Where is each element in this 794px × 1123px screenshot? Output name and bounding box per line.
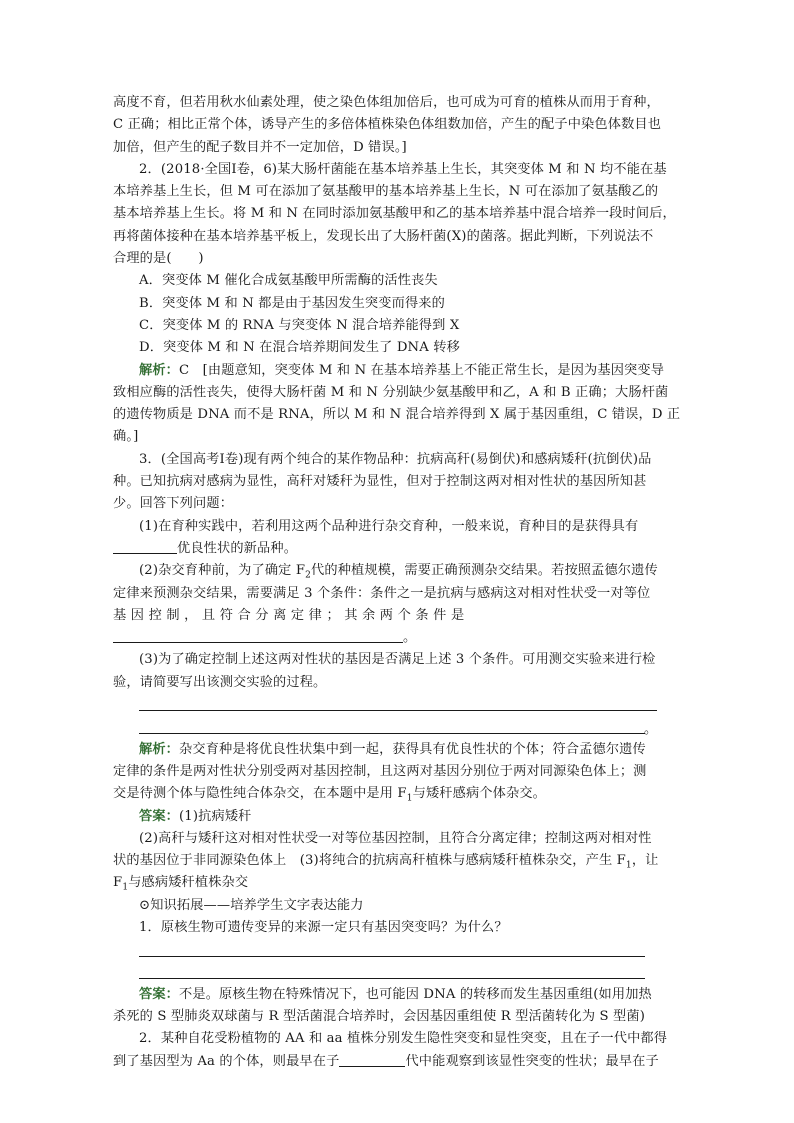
question-2-analysis: 的遗传物质是 DNA 而不是 RNA，所以 M 和 N 混合培养得到 X 属于基因重组，C 错误，D 正	[113, 407, 681, 423]
answer-label: 答案：	[139, 986, 180, 1002]
option-b: B．突变体 M 和 N 都是由于基因发生突变而得来的	[139, 295, 445, 311]
analysis-label: 解析：	[139, 741, 180, 757]
text-line: C 正确；相比正常个体，诱导产生的多倍体植株染色体组数加倍，产生的配子中染色体数目也	[113, 117, 662, 133]
extension-answer-1: 答案：不是。原核生物在特殊情况下，也可能因 DNA 的转移而发生基因重组(如用加热	[139, 986, 652, 1002]
question-3-part-3: (3)为了确定控制上述这两对性状的基因是否满足上述 3 个条件。可用测交实验来进行检	[139, 652, 656, 668]
option-c: C．突变体 M 的 RNA 与突变体 N 混合培养能得到 X	[139, 317, 460, 333]
question-2-stem: 基本培养基上生长。将 M 和 N 在同时添加氨基酸甲和乙的基本培养基中混合培养一段时间后，	[113, 206, 676, 222]
question-3-analysis: 定律的条件是两对性状分别受两对基因控制，且这两对基因分别位于两对同源染色体上；测	[113, 763, 647, 779]
question-2-stem: 合理的是( )	[113, 251, 204, 267]
question-3-part-1: (1)在育种实践中，若利用这两个品种进行杂交育种，一般来说，育种目的是获得具有	[139, 518, 639, 534]
question-3-answer: (2)高秆与矮秆这对相对性状受一对等位基因控制，且符合分离定律；控制这两对相对性	[139, 830, 652, 846]
question-2-analysis: 致相应酶的活性丧失，使得大肠杆菌 M 和 N 分别缺少氨基酸甲和乙，A 和 B 正确；大肠杆菌	[113, 384, 669, 400]
question-3-analysis: 解析：杂交育种是将优良性状集中到一起，获得具有优良性状的个体；符合孟德尔遗传	[139, 741, 646, 757]
question-2-stem: 本培养基上生长，但 M 可在添加了氨基酸甲的基本培养基上生长，N 可在添加了氨基酸乙的	[113, 184, 659, 200]
question-2-analysis: 解析：C [由题意知，突变体 M 和 N 在基本培养基上不能正常生长，是因为基因突变导	[139, 362, 665, 378]
extension-question-2: 到了基因型为 Aa 的个体，则最早在子 代中能观察到该显性突变的性状；最早在子	[113, 1053, 659, 1069]
text-line: 高度不育，但若用秋水仙素处理，使之染色体组加倍后，也可成为可育的植株从而用于育种，	[113, 95, 660, 110]
question-2-analysis: 确。]	[113, 429, 139, 445]
answer-blank[interactable]	[113, 539, 177, 554]
extension-answer-1: 杀死的 S 型肺炎双球菌与 R 型活菌混合培养时，会因基因重组使 R 型活菌转化为 S 型菌)	[113, 1009, 646, 1025]
answer-label: 答案：	[139, 808, 180, 824]
answer-line[interactable]	[113, 962, 683, 984]
text-line: 加倍，但产生的配子数目并不一定加倍，D 错误。]	[113, 139, 407, 155]
analysis-label: 解析：	[139, 362, 180, 378]
option-a: A．突变体 M 催化合成氨基酸甲所需酶的活性丧失	[139, 273, 438, 289]
question-2-stem: 再将菌体接种在基本培养基平板上，发现长出了大肠杆菌(X)的菌落。据此判断，下列说法不	[113, 228, 654, 244]
document-page	[113, 92, 683, 1073]
question-3-part-2: (2)杂交育种前，为了确定 $F_2$代的种植规模，需要正确预测杂交结果。若按照孟德尔遗传	[139, 563, 658, 581]
answer-blank[interactable]	[339, 1052, 405, 1067]
question-3-part-1: 优良性状的新品种。	[113, 538, 683, 560]
answer-line[interactable]: 。	[113, 716, 683, 738]
question-3-part-2: 基因控制，且符合分离定律；其余两个条件是	[113, 607, 469, 623]
question-3-answer: 答案：(1)抗病矮秆	[139, 808, 252, 824]
question-3-part-3: 验，请简要写出该测交实验的过程。	[113, 674, 327, 690]
question-3-answer: 状的基因位于非同源染色体上 (3)将纯合的抗病高秆植株与感病矮秆植株杂交，产生 $F_1$，让	[113, 853, 659, 871]
question-3-stem: 少。回答下列问题：	[113, 496, 234, 512]
question-3-answer: $F_1$与感病矮秆植株杂交	[113, 875, 249, 894]
extension-heading: ⊙知识拓展——培养学生文字表达能力	[139, 897, 364, 913]
question-3-part-2: 定律来预测杂交结果，需要满足 3 个条件：条件之一是抗病与感病这对相对性状受一对等位	[113, 585, 651, 601]
question-3-stem: 种。已知抗病对感病为显性，高秆对矮秆为显性，但对于控制这两对相对性状的基因所知甚	[113, 474, 647, 490]
extension-question-1: 1．原核生物可遗传变异的来源一定只有基因突变吗？为什么？	[139, 919, 508, 935]
option-d: D．突变体 M 和 N 在混合培养期间发生了 DNA 转移	[139, 340, 460, 356]
answer-line[interactable]	[113, 694, 683, 716]
question-3-part-2-blank: 。	[113, 627, 683, 649]
answer-line[interactable]	[113, 939, 683, 961]
question-2-stem: 2．(2018·全国Ⅰ卷，6)某大肠杆菌能在基本培养基上生长，其突变体 M 和 N 均不能在基	[139, 161, 667, 177]
question-3-analysis: 交是待测个体与隐性纯合体杂交，在本题中是用 $F_1$与矮秆感病个体杂交。	[113, 786, 546, 804]
extension-question-2: 2．某种自花受粉植物的 AA 和 aa 植株分别发生隐性突变和显性突变，且在子一代中都得	[139, 1031, 668, 1047]
question-3-stem: 3．(全国高考Ⅰ卷)现有两个纯合的某作物品种：抗病高秆(易倒伏)和感病矮秆(抗倒伏)品	[139, 451, 652, 467]
answer-blank[interactable]	[113, 628, 403, 643]
